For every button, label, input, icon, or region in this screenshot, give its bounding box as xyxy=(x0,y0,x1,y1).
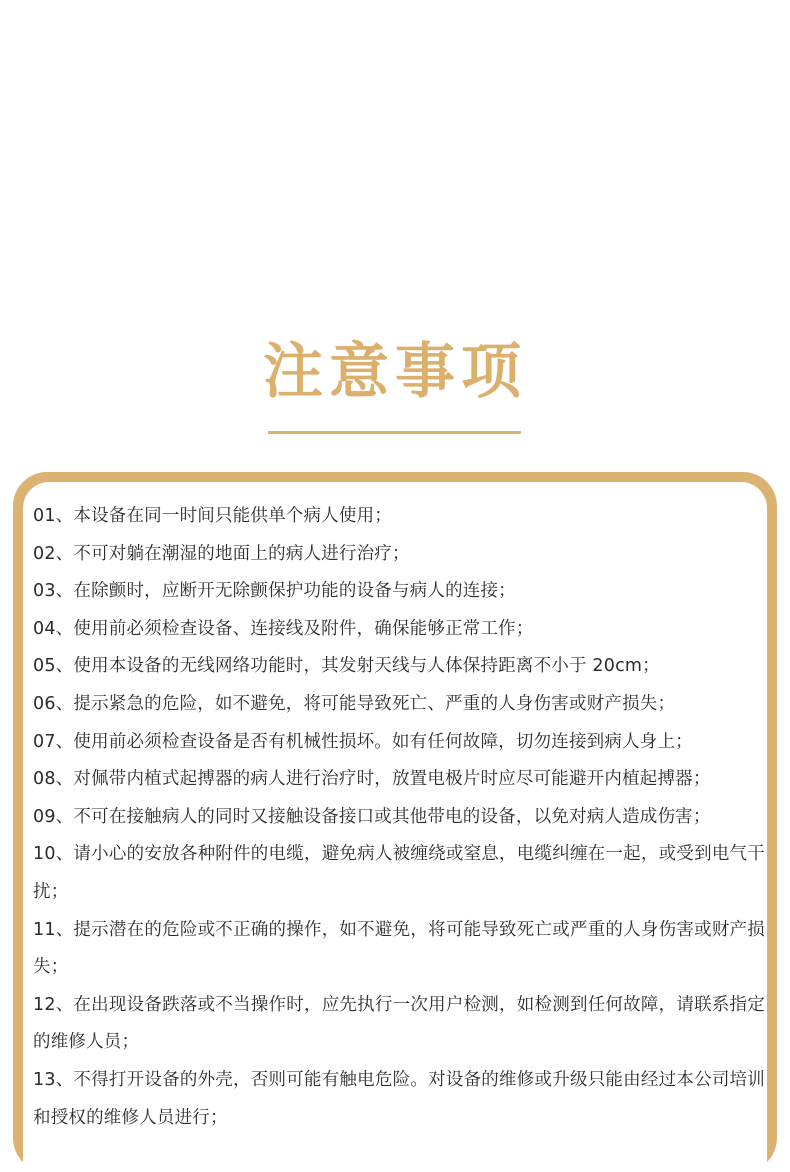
notice-item-01: 01、本设备在同一时间只能供单个病人使用； xyxy=(33,506,392,526)
notice-item-07: 07、使用前必须检查设备是否有机械性损坏。如有任何故障，切勿连接到病人身上； xyxy=(33,731,693,752)
notice-item-04: 04、使用前必须检查设备、连接线及附件，确保能够正常工作； xyxy=(33,618,534,639)
notice-list xyxy=(33,498,765,1137)
page-title: 注意事项 xyxy=(263,337,527,407)
notice-item-02: 02、不可对躺在潮湿的地面上的病人进行治疗； xyxy=(33,543,410,564)
notice-item-13: 13、不得打开设备的外壳，否则可能有触电危险。对设备的维修或升级只能由经过本公司培训和授权的维修人员进行； xyxy=(33,1069,765,1128)
notice-item-03: 03、在除颤时，应断开无除颤保护功能的设备与病人的连接； xyxy=(33,581,516,602)
notice-item-08: 08、对佩带内植式起搏器的病人进行治疗时，放置电极片时应尽可能避开内植起搏器； xyxy=(33,769,711,790)
notice-item-11: 11、提示潜在的危险或不正确的操作，如不避免，将可能导致死亡或严重的人身伤害或财产损失； xyxy=(33,919,765,978)
notice-item-09: 09、不可在接触病人的同时又接触设备接口或其他带电的设备，以免对病人造成伤害； xyxy=(33,806,711,827)
notice-item-06: 06、提示紧急的危险，如不避免，将可能导致死亡、严重的人身伤害或财产损失； xyxy=(33,693,676,714)
title-underline xyxy=(268,431,521,434)
notice-item-12: 12、在出现设备跌落或不当操作时，应先执行一次用户检测，如检测到任何故障，请联系指定的维修人员； xyxy=(33,994,765,1053)
notice-item-05: 05、使用本设备的无线网络功能时，其发射天线与人体保持距离不小于 20cm； xyxy=(33,656,660,677)
notice-item-10: 10、请小心的安放各种附件的电缆，避免病人被缠绕或窒息，电缆纠缠在一起，或受到电气干扰； xyxy=(33,844,765,902)
